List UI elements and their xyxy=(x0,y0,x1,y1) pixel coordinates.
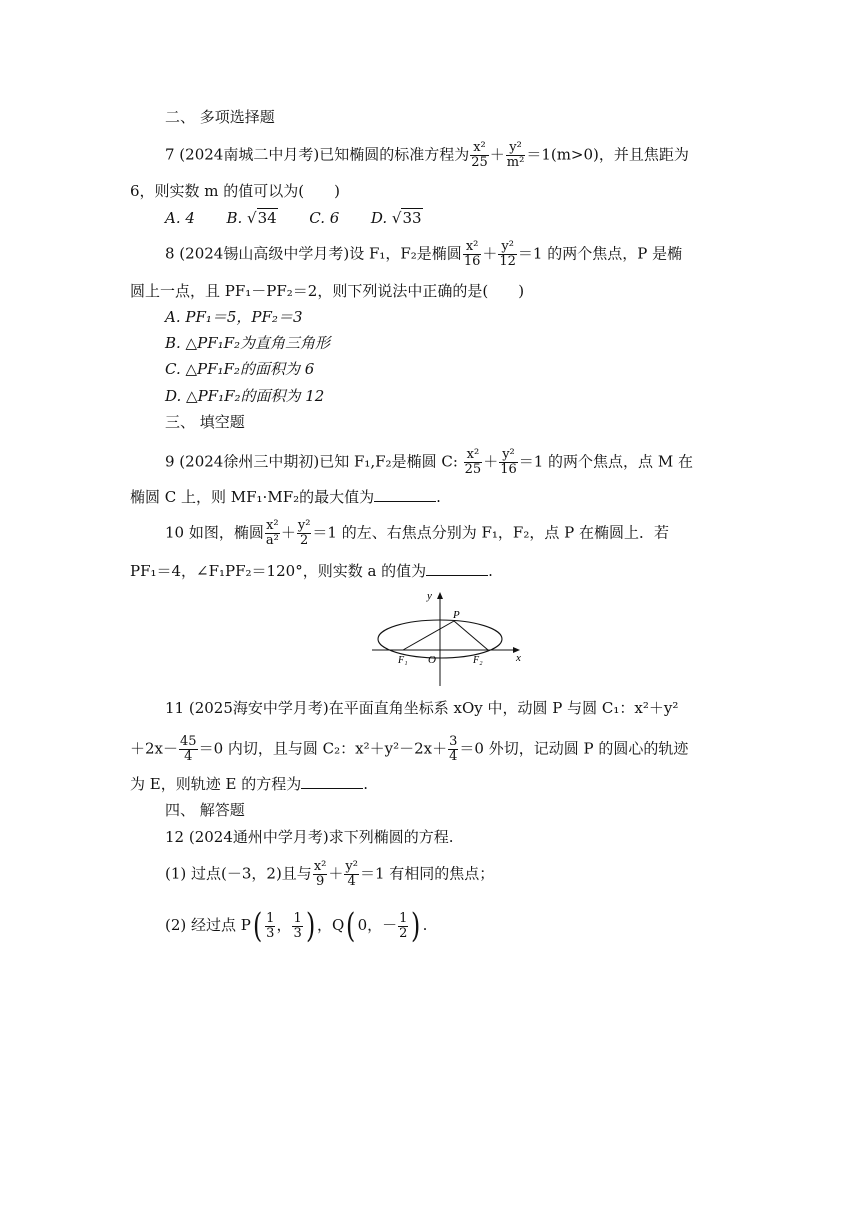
question-12-part-2: (2) 经过点 P( $\frac{1}{3}$ ， $\frac{1}{3}$ ) ，Q( 0，－ $\frac{1}{2}$ ) . xyxy=(165,906,428,946)
q8-option-c: C. △PF₁F₂的面积为 6 xyxy=(165,360,315,378)
q8-option-a: A. PF₁＝5，PF₂＝3 xyxy=(165,308,303,326)
q7-suffix: ＝1(m>0)，并且焦距为 xyxy=(526,145,689,164)
q12-point-p-x: $\frac{1}{3}$ xyxy=(266,910,275,941)
ellipse-figure xyxy=(360,586,530,690)
section-heading-multiple-choice: 二、 多项选择题 xyxy=(165,108,275,126)
q12-fraction-2: $\frac{\text{y²}}{4}$ xyxy=(345,859,358,889)
question-9-line-2: 椭圆 C 上，则 MF₁·MF₂的最大值为 . xyxy=(130,488,441,506)
q9-fraction-1: $\frac{\text{x²}}{25}$ xyxy=(464,447,482,477)
section-heading-answer: 四、 解答题 xyxy=(165,801,245,819)
q7-prefix: 7 (2024南城二中月考)已知椭圆的标准方程为 xyxy=(165,145,470,164)
question-9-line-1: 9 (2024徐州三中期初)已知 F₁,F₂是椭圆 C: $\frac{\text{x²}}{25}$ ＋ $\frac{\text{y²}}{16}$ ＝1 的两个焦点，点 M 在 xyxy=(165,447,693,477)
answer-blank[interactable] xyxy=(374,487,436,502)
q7-fraction-1: $\frac{\text{x²}}{25}$ xyxy=(471,140,488,170)
label-y: y xyxy=(427,590,432,602)
label-f1: F₁ xyxy=(398,655,408,666)
q12-fraction-1: $\frac{\text{x²}}{9}$ xyxy=(313,859,327,889)
right-bracket: ) xyxy=(305,906,316,946)
question-11-line-1: 11 (2025海安中学月考)在平面直角坐标系 xOy 中，动圆 P 与圆 C₁：x²＋y² xyxy=(165,699,679,717)
answer-blank[interactable] xyxy=(426,561,488,576)
question-10-line-1: 10 如图，椭圆 $\frac{\text{x²}}{\text{a²}}$ ＋ $\frac{\text{y²}}{2}$ ＝1 的左、右焦点分别为 F₁，F₂，点 P 在椭圆上．若 xyxy=(165,518,669,548)
left-bracket: ( xyxy=(252,906,263,946)
q7-option-d: D. √33 xyxy=(370,209,422,227)
question-12-line-1: 12 (2024通州中学月考)求下列椭圆的方程. xyxy=(165,828,454,846)
q8-fraction-2: $\frac{\text{y²}}{12}$ xyxy=(499,239,516,269)
q8-fraction-1: $\frac{\text{x²}}{16}$ xyxy=(463,239,481,269)
q9-fraction-2: $\frac{\text{y²}}{16}$ xyxy=(500,447,517,477)
question-7-options xyxy=(165,208,423,228)
label-o: O xyxy=(428,654,436,666)
q10-fraction-2: $\frac{\text{y²}}{2}$ xyxy=(297,518,311,548)
question-11-line-2: ＋2x－ $\frac{45}{4}$ ＝0 内切，且与圆 C₂：x²＋y²－2x＋ $\frac{3}{4}$ ＝0 外切，记动圆 P 的圆心的轨迹 xyxy=(130,734,689,764)
label-x: x xyxy=(516,652,521,664)
q12-point-p-y: $\frac{1}{3}$ xyxy=(293,910,302,941)
question-8-line-2: 圆上一点，且 PF₁－PF₂＝2，则下列说法中正确的是( ) xyxy=(130,282,525,300)
answer-blank[interactable] xyxy=(301,774,363,789)
right-bracket: ) xyxy=(411,906,421,946)
q11-fraction-2: $\frac{3}{4}$ xyxy=(449,734,458,764)
question-7-line-1: 7 (2024南城二中月考)已知椭圆的标准方程为 $\frac{\text{x²}}{25}$ ＋ $\frac{\text{y²}}{\text{m²}}$ ＝1(m>0)，并且焦距为 xyxy=(165,140,689,170)
q11-fraction-1: $\frac{45}{4}$ xyxy=(180,734,197,764)
q7-fraction-2: $\frac{\text{y²}}{\text{m²}}$ xyxy=(506,140,525,170)
q10-fraction-1: $\frac{\text{x²}}{\text{a²}}$ xyxy=(265,518,279,548)
q7-option-a: A. 4 xyxy=(165,209,195,227)
question-12-part-1: (1) 过点(－3，2)且与 $\frac{\text{x²}}{9}$ ＋ $\frac{\text{y²}}{4}$ ＝1 有相同的焦点； xyxy=(165,859,495,889)
q7-option-c: C. 6 xyxy=(309,209,340,227)
question-10-line-2: PF₁＝4，∠F₁PF₂＝120°，则实数 a 的值为 . xyxy=(130,562,493,580)
q8-option-b: B. △PF₁F₂为直角三角形 xyxy=(165,334,331,352)
q12-point-q-y: $\frac{1}{2}$ xyxy=(399,910,408,941)
question-8-line-1: 8 (2024锡山高级中学月考)设 F₁，F₂是椭圆 $\frac{\text{x²}}{16}$ ＋ $\frac{\text{y²}}{12}$ ＝1 的两个焦点，P 是椭 xyxy=(165,239,683,269)
q7-option-b: B. √34 xyxy=(226,209,277,227)
label-f2: F₂ xyxy=(473,655,483,666)
question-11-line-3: 为 E，则轨迹 E 的方程为 . xyxy=(130,775,368,793)
left-bracket: ( xyxy=(346,906,356,946)
segment-pf1 xyxy=(403,621,454,650)
question-7-line-2: 6，则实数 m 的值可以为( ) xyxy=(130,182,341,200)
y-axis-arrow-icon xyxy=(437,592,443,599)
q8-option-d: D. △PF₁F₂的面积为 12 xyxy=(165,387,325,405)
section-heading-fill-in: 三、 填空题 xyxy=(165,413,245,431)
label-p: P xyxy=(453,609,460,621)
